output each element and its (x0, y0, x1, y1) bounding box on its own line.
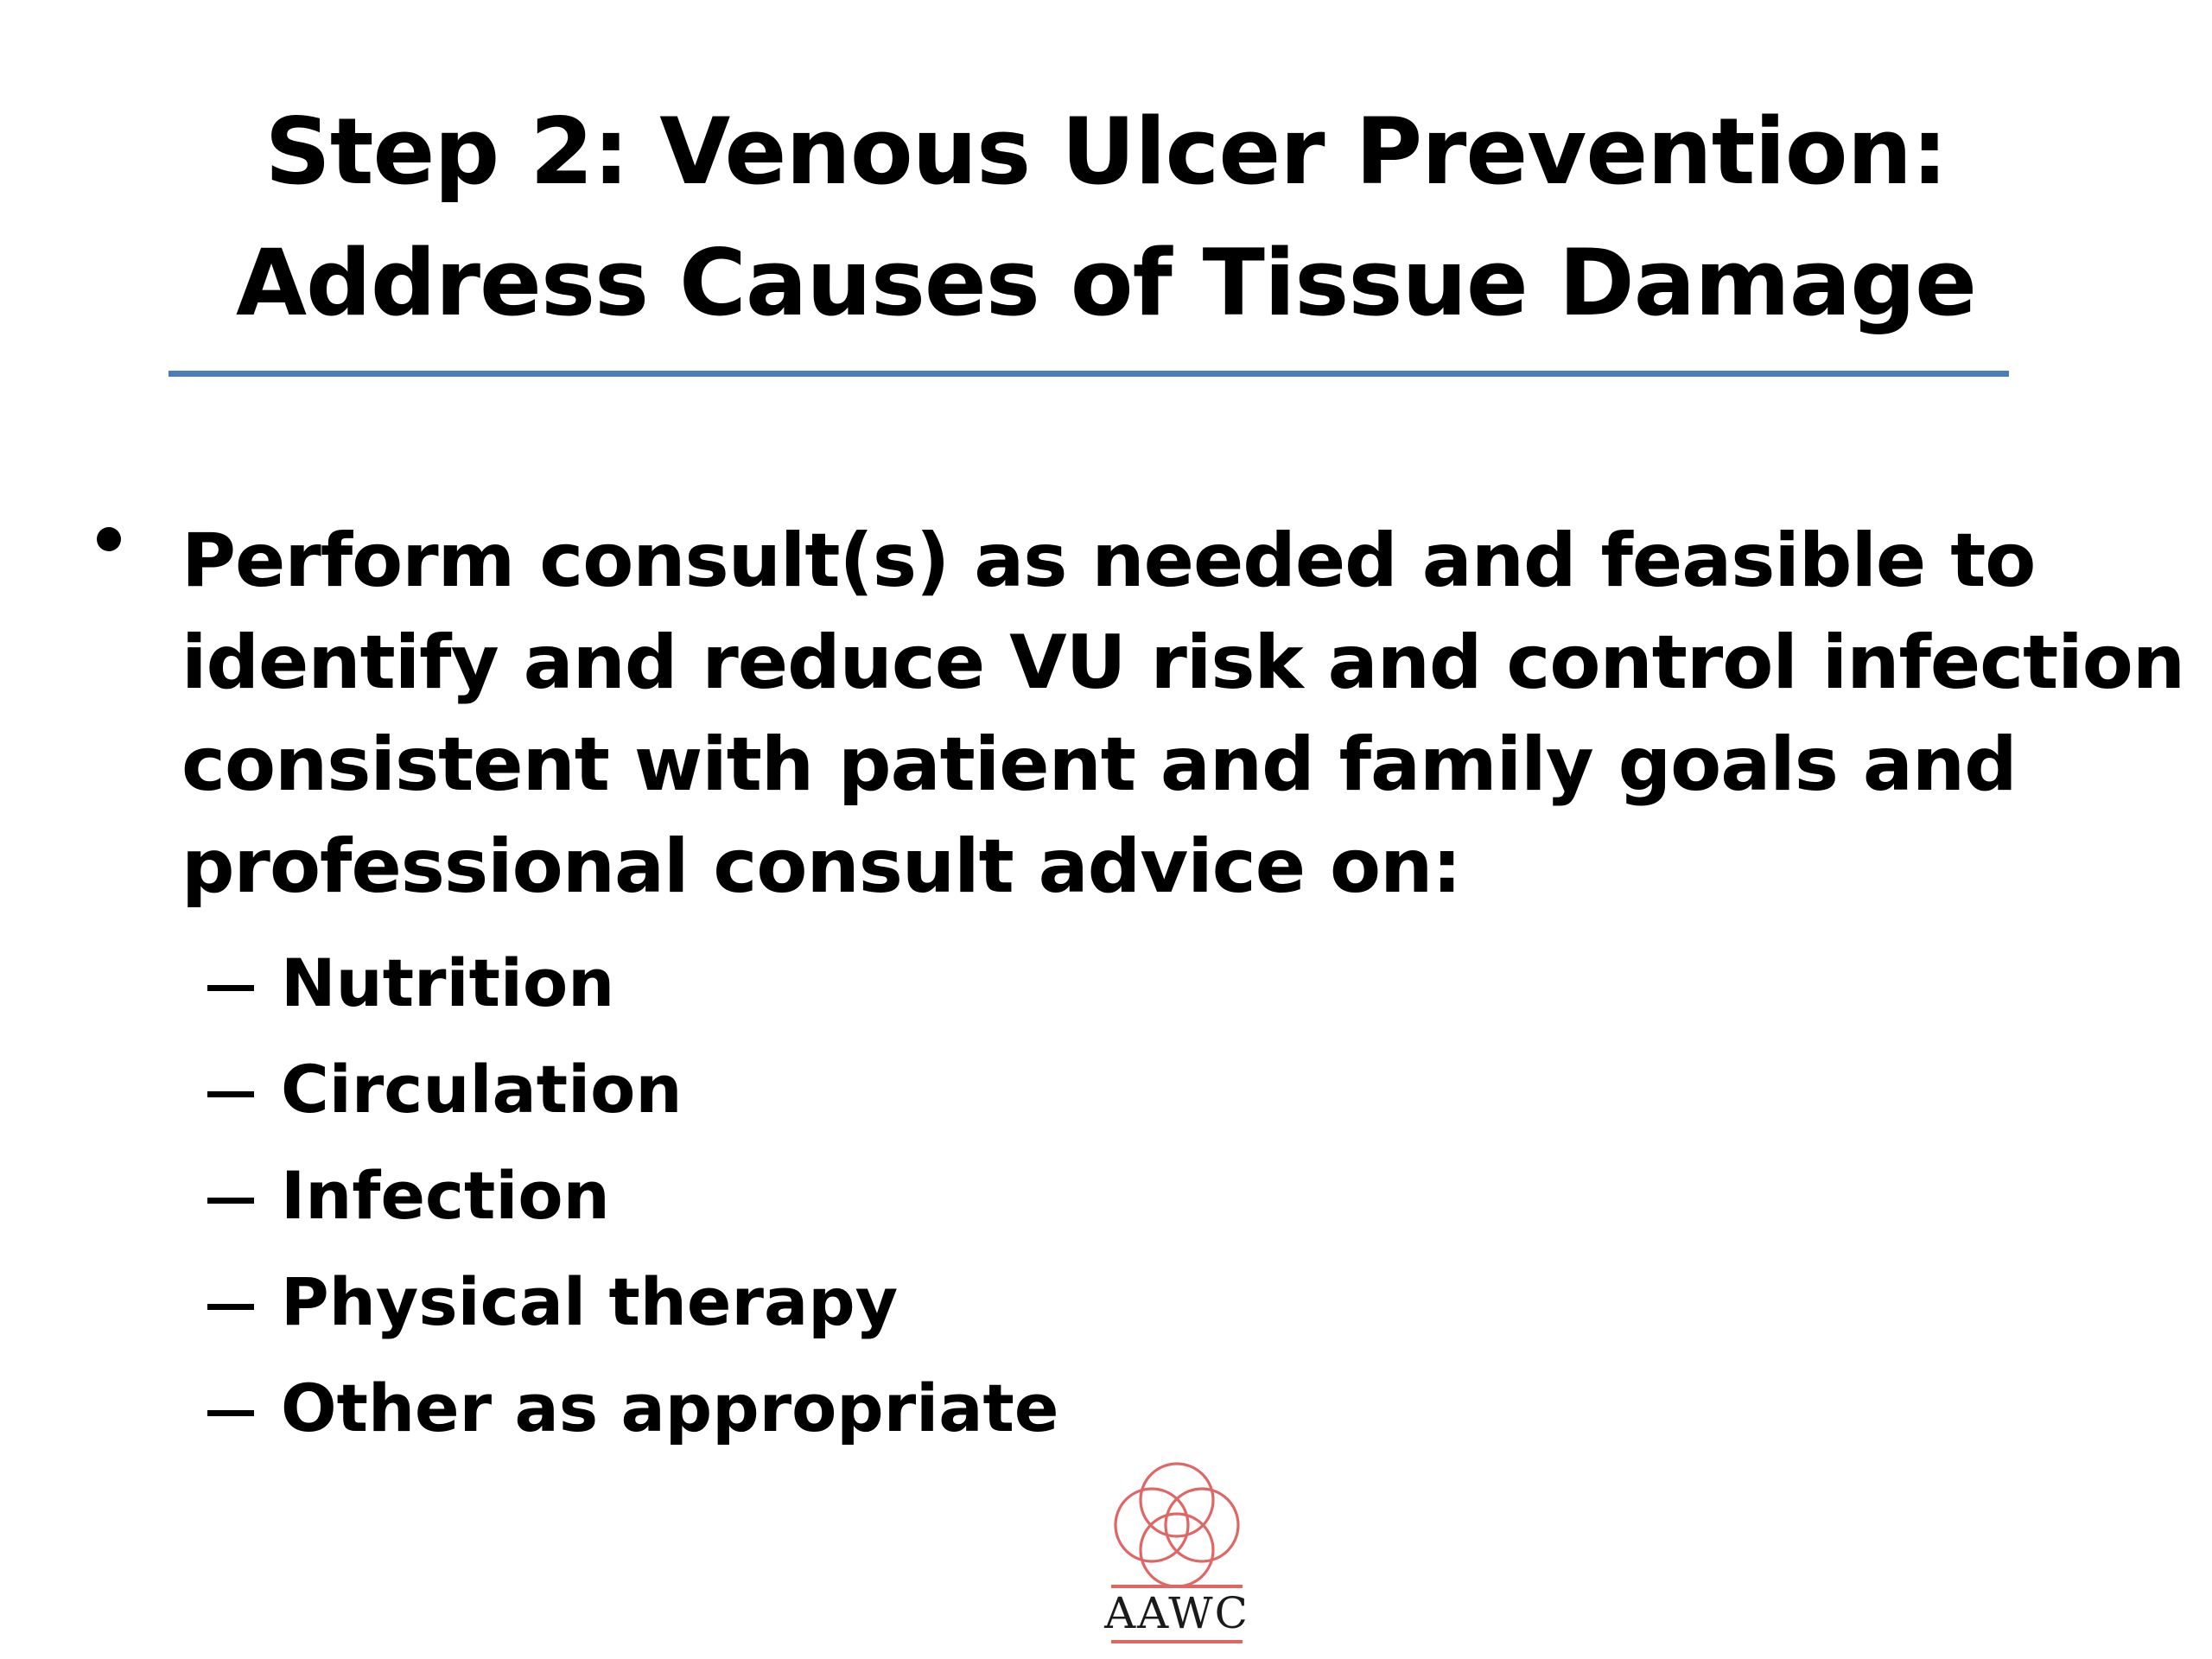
sub-item-label: Nutrition (281, 944, 615, 1021)
logo-text: AAWC (1104, 1588, 1249, 1638)
main-bullet-line-3: consistent with patient and family goals and (181, 721, 2017, 808)
slide-title-line-1: Step 2: Venous Ulcer Prevention: (264, 99, 1948, 205)
logo-underline-icon (1085, 1638, 1268, 1647)
main-bullet-line-2: identify and reduce VU risk and control infection (181, 620, 2185, 706)
main-bullet-line-4: professional consult advice on: (181, 823, 1461, 910)
aawc-logo-icon (1085, 1460, 1268, 1590)
slide-title-line-2: Address Causes of Tissue Damage (235, 230, 1976, 336)
sub-item-label: Physical therapy (281, 1263, 899, 1340)
main-bullet-line-1: Perform consult(s) as needed and feasible to (181, 518, 2036, 604)
aawc-logo (1085, 1460, 1268, 1650)
title-divider (168, 371, 2009, 377)
sub-item-label: Circulation (281, 1051, 683, 1128)
sub-item-label: Other as appropriate (281, 1370, 1059, 1446)
sub-item-label: Infection (281, 1157, 610, 1234)
bullet-icon (97, 527, 121, 551)
main-bullet-text (181, 510, 2185, 918)
slide-title (86, 86, 2126, 349)
